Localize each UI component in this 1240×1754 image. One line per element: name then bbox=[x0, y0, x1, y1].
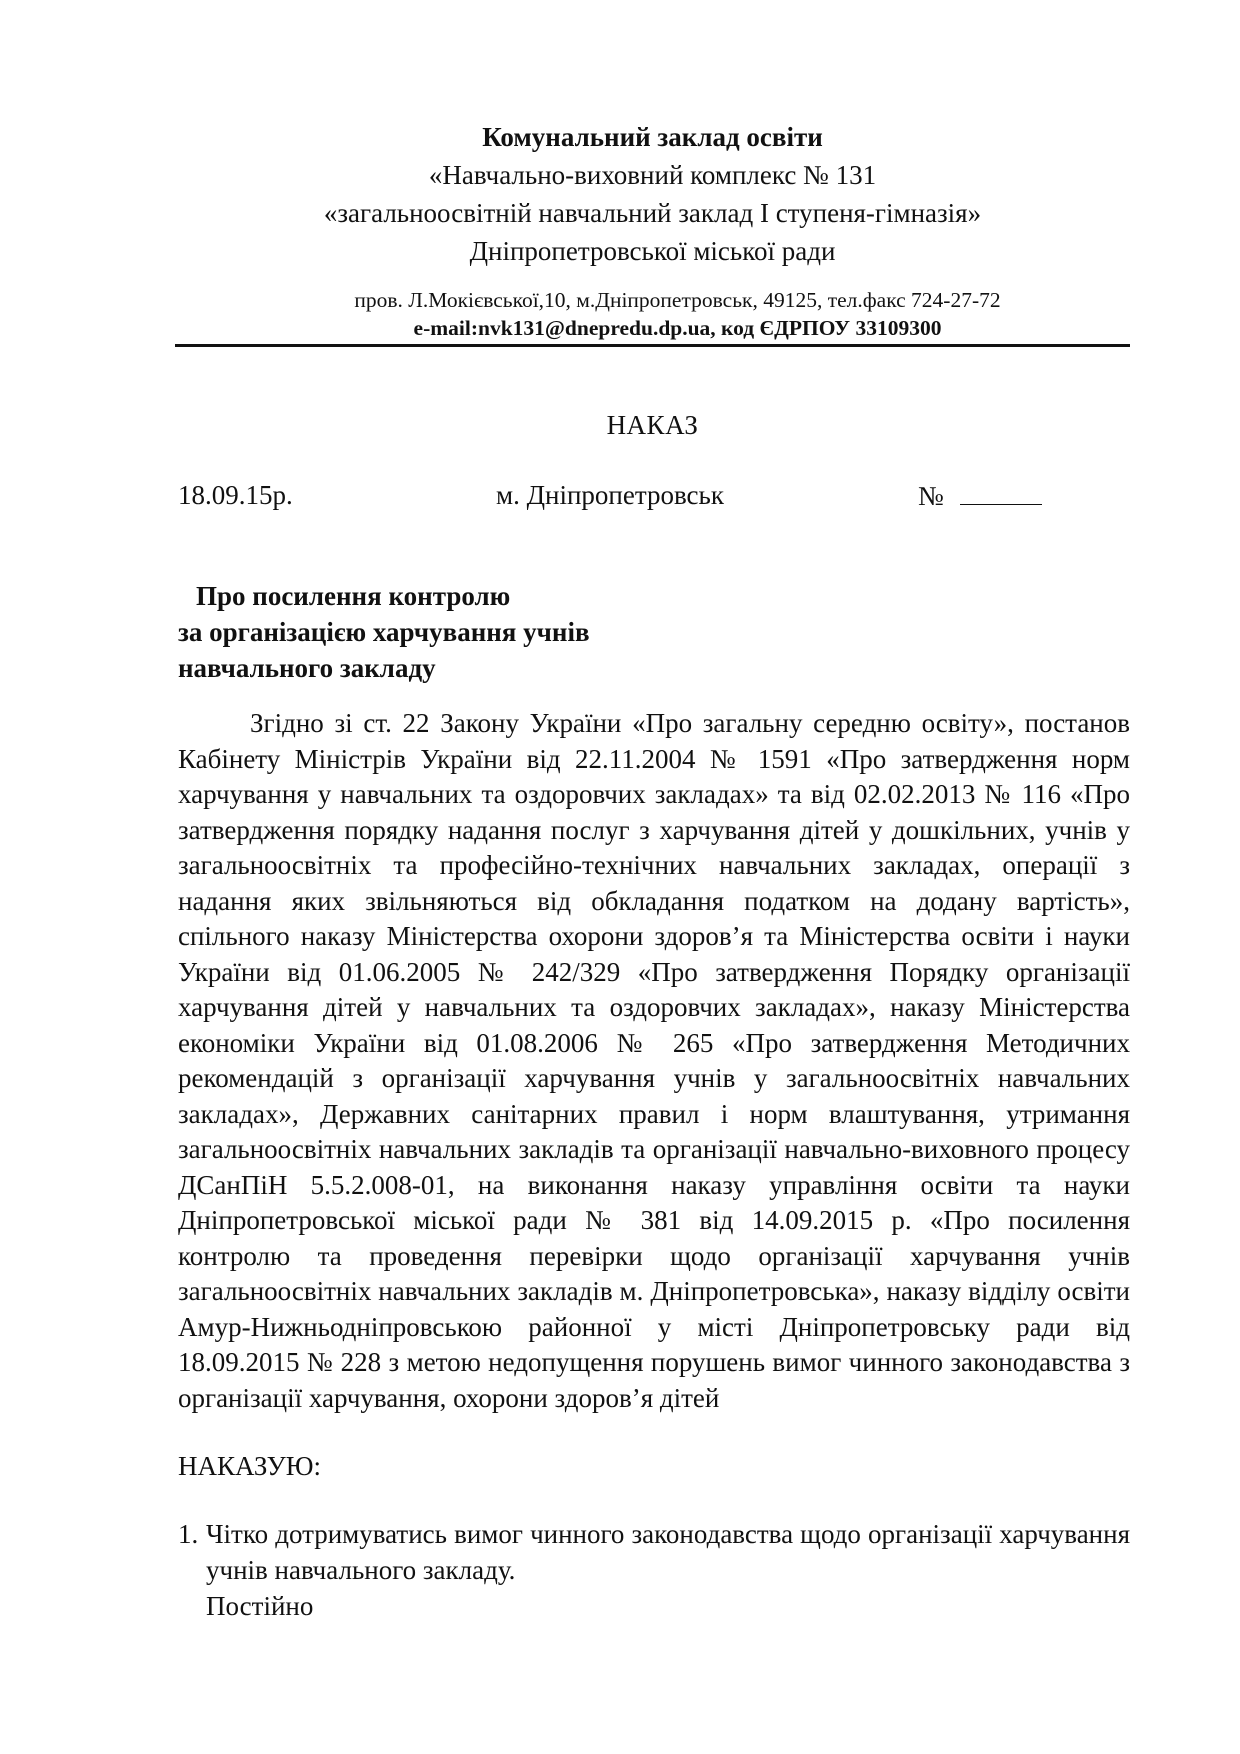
number-blank-line bbox=[960, 480, 1042, 505]
contact-line: e-mail:nvk131@dnepredu.dp.ua, код ЄДРПОУ 33109300 bbox=[413, 316, 942, 340]
document-meta bbox=[178, 480, 1130, 516]
subject-line-3: навчального закладу bbox=[178, 653, 436, 683]
order-subject bbox=[178, 578, 778, 686]
order-word: НАКАЗУЮ: bbox=[178, 1451, 322, 1481]
header-divider bbox=[175, 344, 1130, 347]
document-number bbox=[918, 480, 1042, 512]
complex-name: «Навчально-виховний комплекс № 131 bbox=[428, 160, 877, 190]
address-line: пров. Л.Мокієвської,10, м.Дніпропетровськ, 49125, тел.факс 724-27-72 bbox=[354, 288, 1001, 312]
document-date: 18.09.15р. bbox=[178, 480, 293, 510]
document-city: м. Дніпропетровськ bbox=[496, 480, 724, 510]
institution-type: Комунальний заклад освіти bbox=[482, 122, 823, 152]
number-label: № bbox=[918, 481, 944, 511]
contact-block bbox=[175, 286, 1130, 342]
subject-line-2: за організацією харчування учнів bbox=[178, 617, 590, 647]
document-title: НАКАЗ bbox=[606, 410, 699, 440]
item-text: Чітко дотримуватись вимог чинного законодавства щодо організації харчування учнів навчального закладу. bbox=[206, 1519, 1130, 1585]
order-item bbox=[178, 1516, 1130, 1624]
school-type: «загальноосвітній навчальний заклад І ступеня-гімназія» bbox=[323, 198, 982, 228]
preamble-paragraph: Згідно зі ст. 22 Закону України «Про загальну середню освіту», постанов Кабінету Міністрів України від 22.11.2004 № 1591 «Про затвердження норм харчування у навчальних та оздоровчих закладах» та від 02.02.2013 № 116 «Про затвердження порядку надання послуг з харчування дітей у дошкільних, учнів у загальноосвітніх та професійно-технічних навчальних закладах, операції з надання яких звільняються від обкладання податком на додану вартість», спільного наказу Міністерства охорони здоров’я та Міністерства освіти і науки України від 01.06.2005 № 242/329 «Про затвердження Порядку організації харчування дітей у навчальних та оздоровчих закладах», наказу Міністерства економіки України від 01.08.2006 № 265 «Про затвердження Методичних рекомендацій з організації харчування учнів у загальноосвітніх навчальних закладах», Державних санітарних правил і норм влаштування, утримання загальноосвітніх навчальних закладів та організації навчально-виховного процесу ДСанПіН 5.5.2.008-01, на виконання наказу управління освіти та науки Дніпропетровської міської ради № 381 від 14.09.2015 р. «Про посилення контролю та проведення перевірки щодо організації харчування учнів загальноосвітніх навчальних закладів м. Дніпропетровська», наказу відділу освіти Амур-Нижньодніпровською районної у місті Дніпропетровську ради від 18.09.2015 № 228 з метою недопущення порушень вимог чинного законодавства з організації харчування, охорони здоров’я дітей bbox=[178, 708, 1130, 1413]
item-deadline: Постійно bbox=[206, 1591, 314, 1621]
subject-line-1: Про посилення контролю bbox=[196, 581, 511, 611]
item-number: 1. bbox=[178, 1519, 199, 1549]
council-name: Дніпропетровської міської ради bbox=[469, 236, 836, 266]
letterhead bbox=[175, 118, 1130, 270]
